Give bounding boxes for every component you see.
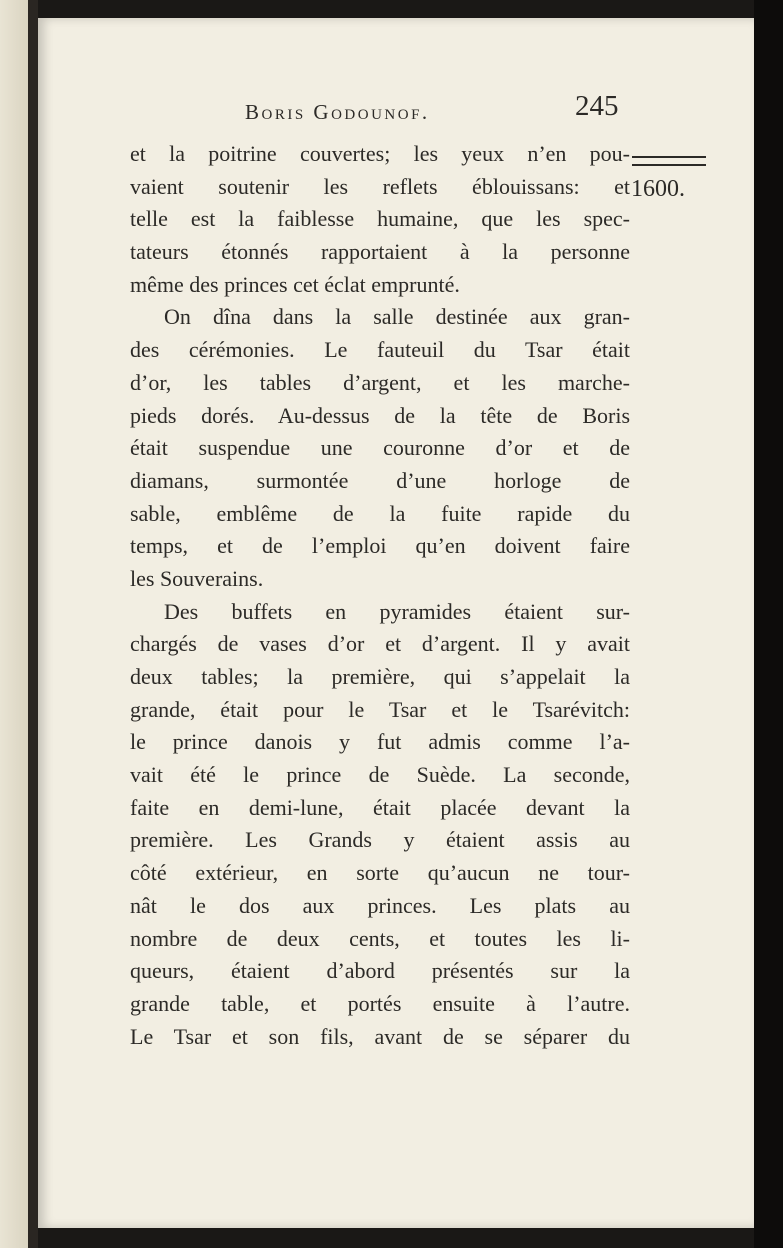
text-line: et la poitrine couvertes; les yeux n’en pou- bbox=[130, 141, 630, 166]
running-head: Boris Godounof. bbox=[245, 100, 430, 124]
text-line: vaient soutenir les reflets éblouissans: et bbox=[130, 173, 630, 199]
margin-rule bbox=[632, 156, 706, 166]
text-line: deux tables; la première, qui s’appelait la bbox=[130, 664, 630, 689]
text-line: d’or, les tables d’argent, et les marche- bbox=[130, 369, 630, 395]
text-line: queurs, étaient d’abord présentés sur la bbox=[130, 958, 630, 984]
text-line: tateurs étonnés rapportaient à la personne bbox=[130, 239, 630, 265]
text-line: Le Tsar et son fils, avant de se séparer du bbox=[130, 1023, 630, 1049]
text-line: On dîna dans la salle destinée aux gran- bbox=[164, 304, 630, 330]
text-line: diamans, surmontée d’une horloge de bbox=[130, 467, 630, 493]
text-line: vait été le prince de Suède. La seconde, bbox=[130, 762, 630, 788]
text-line: côté extérieur, en sorte qu’aucun ne tour- bbox=[130, 860, 630, 886]
text-line: était suspendue une couronne d’or et de bbox=[130, 435, 630, 461]
text-line: même des princes cet éclat emprunté. bbox=[130, 271, 460, 297]
page-header bbox=[38, 86, 754, 126]
text-line: le prince danois y fut admis comme l’a- bbox=[130, 729, 630, 755]
book-page bbox=[38, 18, 754, 1228]
text-line: grande table, et portés ensuite à l’autre. bbox=[130, 990, 630, 1016]
text-line: grande, était pour le Tsar et le Tsarévitch: bbox=[130, 696, 630, 722]
page-number: 245 bbox=[575, 90, 619, 122]
text-line: des cérémonies. Le fauteuil du Tsar était bbox=[130, 337, 630, 363]
text-line: les Souverains. bbox=[130, 565, 264, 591]
body-text bbox=[130, 138, 630, 1053]
text-line: faite en demi-lune, était placée devant la bbox=[130, 794, 630, 820]
book-gutter bbox=[28, 0, 38, 1248]
text-line: nât le dos aux princes. Les plats au bbox=[130, 892, 630, 918]
text-line: temps, et de l’emploi qu’en doivent faire bbox=[130, 533, 630, 559]
text-line: première. Les Grands y étaient assis au bbox=[130, 827, 630, 853]
margin-year: 1600. bbox=[631, 176, 685, 202]
dark-background-edge bbox=[754, 0, 783, 1248]
text-line: chargés de vases d’or et d’argent. Il y avait bbox=[130, 631, 630, 657]
text-line: nombre de deux cents, et toutes les li- bbox=[130, 925, 630, 951]
text-line: telle est la faiblesse humaine, que les spec- bbox=[130, 206, 630, 232]
text-line: Des buffets en pyramides étaient sur- bbox=[164, 598, 630, 624]
left-page-edge bbox=[0, 0, 30, 1248]
text-line: sable, emblême de la fuite rapide du bbox=[130, 500, 630, 526]
text-line: pieds dorés. Au-dessus de la tête de Boris bbox=[130, 402, 630, 428]
